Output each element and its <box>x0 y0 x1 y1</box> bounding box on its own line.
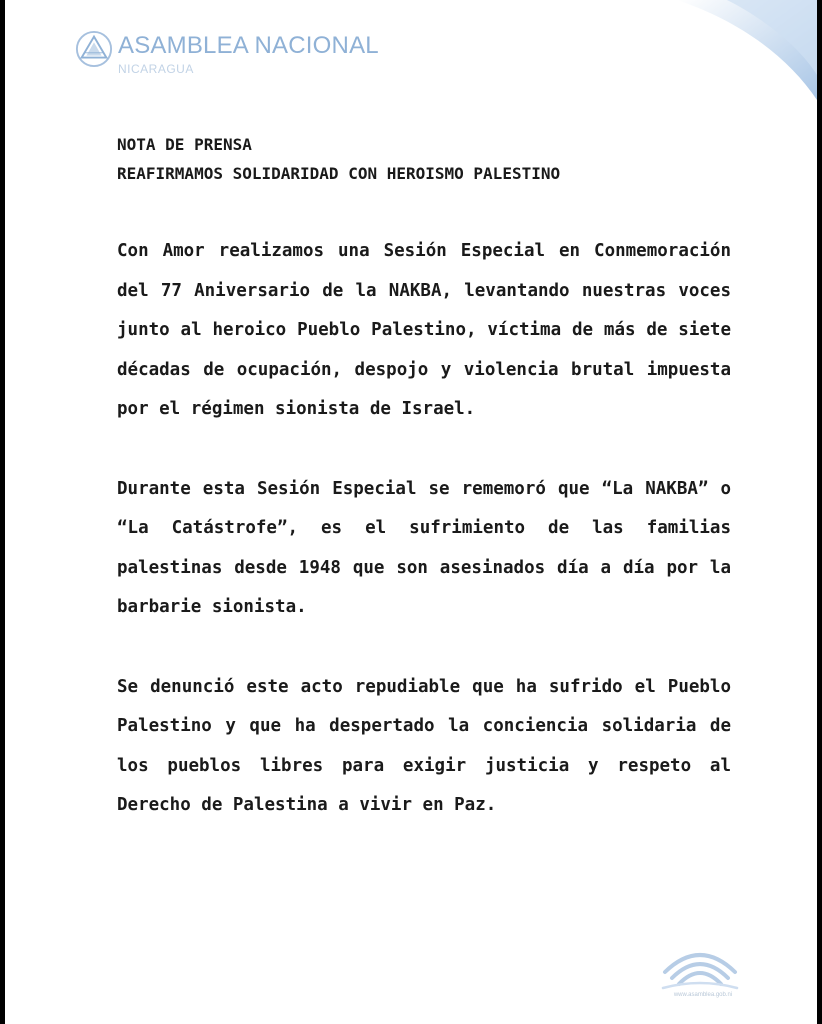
document-body <box>117 130 731 826</box>
corner-swoosh-decoration <box>617 0 817 110</box>
paragraph-2: Durante esta Sesión Especial se rememoró que “La NAKBA” o “La Catástrofe”, es el sufrimiento de las familias palestinas desde 1948 que son asesinados día a día por la barbarie sionista. <box>117 478 731 617</box>
paragraph-3: Se denunció este acto repudiable que ha sufrido el Pueblo Palestino y que ha despertado la conciencia solidaria de los pueblos libres para exigir justicia y respeto al Derecho de Palestina a vivir en Paz. <box>117 676 731 815</box>
document-title-heading: REAFIRMAMOS SOLIDARIDAD CON HEROISMO PALESTINO <box>117 164 561 183</box>
header-logo <box>75 28 405 83</box>
institution-country: NICARAGUA <box>118 62 194 76</box>
institution-name: ASAMBLEA NACIONAL <box>118 32 379 59</box>
document-type-heading: NOTA DE PRENSA <box>117 135 252 154</box>
footer-website: www.asamblea.gob.ni <box>673 992 733 998</box>
nicaragua-triangle-emblem-icon <box>75 30 113 68</box>
paragraph-1: Con Amor realizamos una Sesión Especial en Conmemoración del 77 Aniversario de la NAKBA, levantando nuestras voces junto al heroico Pueblo Palestino, víctima de más de siete décadas de ocupación, despojo y violencia brutal impuesta por el régimen sionista de Israel. <box>117 241 731 419</box>
press-release-page <box>5 0 817 1024</box>
assembly-hemicycle-icon <box>655 930 745 1010</box>
